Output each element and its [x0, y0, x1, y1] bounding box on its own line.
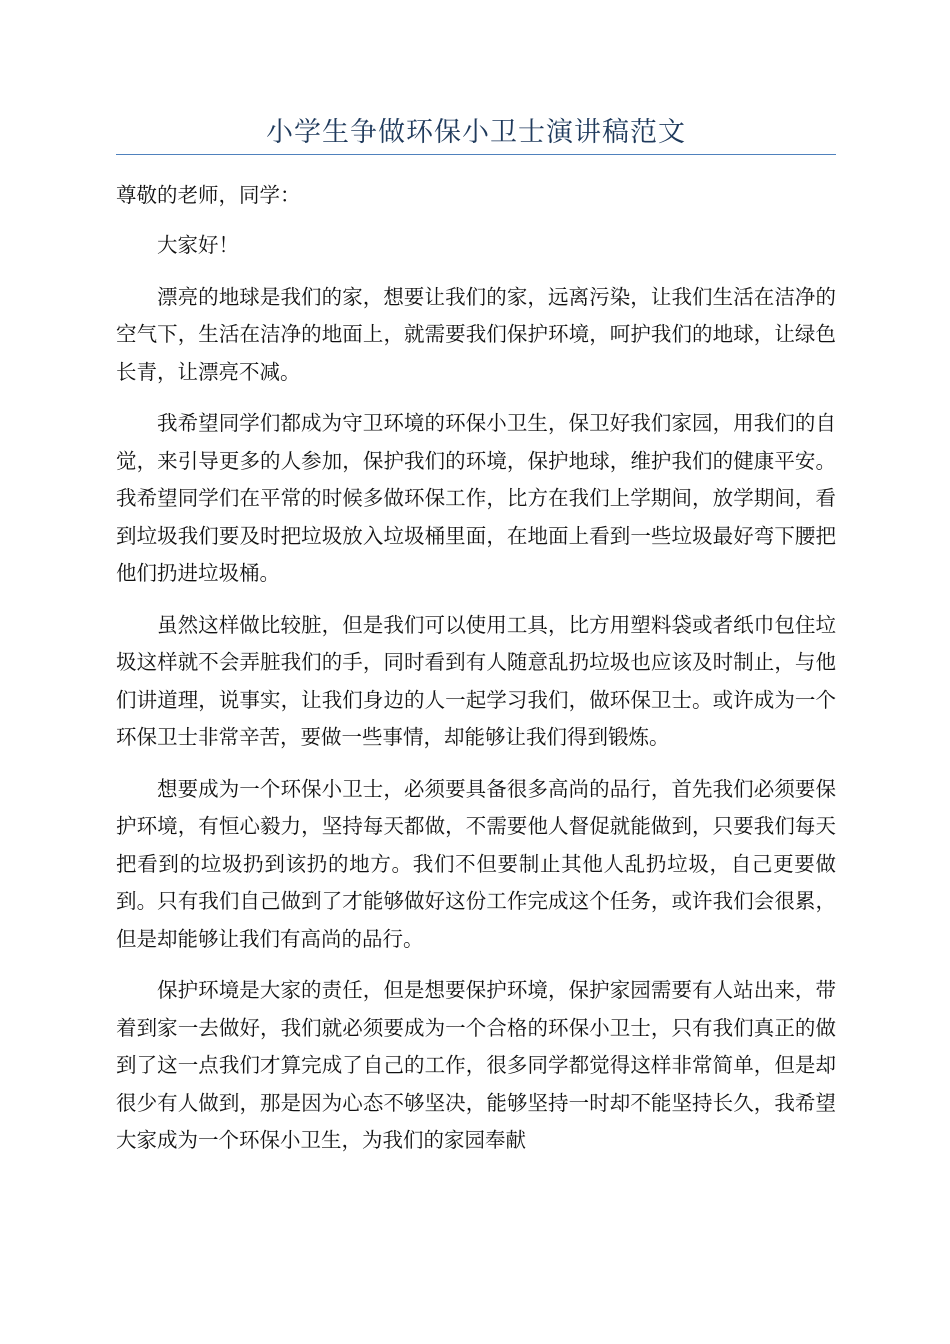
paragraph: 想要成为一个环保小卫士，必须要具备很多高尚的品行，首先我们必须要保护环境，有恒心毅力，坚持每天都做，不需要他人督促就能做到，只要我们每天把看到的垃圾扔到该扔的地方。我们不但要制止其他人乱扔垃圾，自己更要做到。只有我们自己做到了才能够做好这份工作完成这个任务，或许我们会很累，但是却能够让我们有高尚的品行。 [116, 776, 836, 951]
paragraph-greeting: 大家好！ [157, 233, 239, 257]
paragraph: 保护环境是大家的责任，但是想要保护环境，保护家园需要有人站出来，带着到家一去做好，我们就必须要成为一个合格的环保小卫士，只有我们真正的做到了这一点我们才算完成了自己的工作，很多同学都觉得这样非常简单，但是却很少有人做到，那是因为心态不够坚决，能够坚持一时却不能坚持长久，我希望大家成为一个环保小卫生，为我们的家园奉献 [116, 978, 836, 1152]
paragraph: 漂亮的地球是我们的家，想要让我们的家，远离污染，让我们生活在洁净的空气下，生活在洁净的地面上，就需要我们保护环境，呵护我们的地球，让绿色长青，让漂亮不减。 [116, 284, 836, 384]
paragraph: 虽然这样做比较脏，但是我们可以使用工具，比方用塑料袋或者纸巾包住垃圾这样就不会弄脏我们的手，同时看到有人随意乱扔垃圾也应该及时制止，与他们讲道理，说事实，让我们身边的人一起学习我们，做环保卫士。或许成为一个环保卫士非常辛苦，要做一些事情，却能够让我们得到锻炼。 [116, 612, 836, 749]
title-underline [116, 154, 836, 155]
salutation: 尊敬的老师，同学： [116, 183, 301, 207]
document-page [116, 0, 836, 1160]
document-title: 小学生争做环保小卫士演讲稿范文 [266, 117, 686, 148]
paragraph: 我希望同学们都成为守卫环境的环保小卫生，保卫好我们家园，用我们的自觉，来引导更多的人参加，保护我们的环境，保护地球，维护我们的健康平安。我希望同学们在平常的时候多做环保工作，比方在我们上学期间，放学期间，看到垃圾我们要及时把垃圾放入垃圾桶里面，在地面上看到一些垃圾最好弯下腰把他们扔进垃圾桶。 [116, 411, 836, 585]
